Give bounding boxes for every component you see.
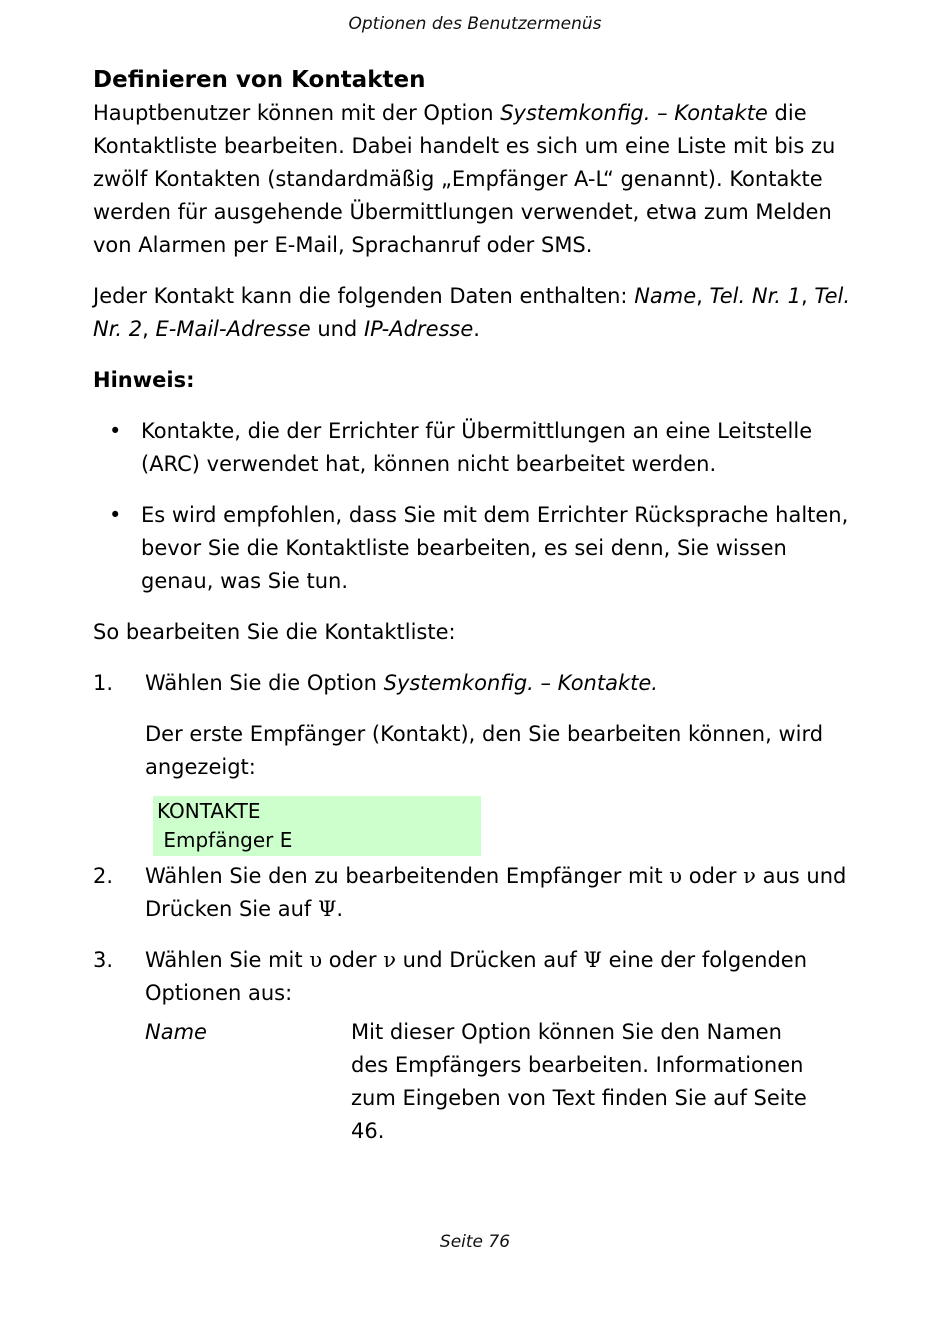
section-title: Definieren von Kontakten — [93, 67, 426, 93]
enter-key-icon: Ψ — [317, 897, 337, 921]
note-label: Hinweis: — [93, 368, 195, 392]
lcd-display — [153, 796, 481, 856]
step-text: oder — [682, 864, 744, 888]
intro-menu-path: Systemkonfig. – Kontakte — [500, 101, 768, 125]
step-1 — [93, 667, 863, 700]
bullet-icon: • — [109, 503, 122, 527]
fields-sep: , — [800, 284, 815, 308]
list-item-text: Es wird empfohlen, dass Sie mit dem Errichter Rücksprache halten, bevor Sie die Kontaktliste bearbeiten, es sei denn, Sie wissen genau, was Sie tun. — [141, 503, 849, 593]
fields-sep: , — [696, 284, 710, 308]
down-arrow-key-icon: ν — [743, 864, 756, 888]
note-list — [93, 415, 863, 598]
step-2 — [93, 860, 863, 926]
step-text: Wählen Sie die Option — [145, 671, 384, 695]
up-arrow-key-icon: υ — [669, 864, 683, 888]
page-content — [93, 64, 863, 1148]
step-number: 2. — [93, 864, 114, 888]
step-menu-path: Systemkonfig. – Kontakte. — [383, 671, 658, 695]
field-ip: IP-Adresse — [363, 317, 474, 341]
lcd-line-1: KONTAKTE — [157, 799, 261, 823]
fields-und: und — [310, 317, 364, 341]
step-text: aus und Drücken Sie auf — [145, 864, 847, 921]
intro-text-b: die Kontaktliste bearbeiten. Dabei handelt es sich um eine Liste mit bis zu zwölf Kontakten (standardmäßig „Empfänger A-L“ genannt). Kontakte werden für ausgehende Übermittlungen verwendet, etwa zum Melden von Alarmen per E-Mail, Sprachanruf oder SMS. — [93, 101, 836, 257]
lcd-line-2: Empfänger E — [157, 828, 293, 852]
step-3 — [93, 944, 863, 1010]
steps-intro: So bearbeiten Sie die Kontaktliste: — [93, 620, 456, 644]
bullet-icon: • — [109, 419, 122, 443]
step-text: Wählen Sie mit — [145, 948, 310, 972]
enter-key-icon: Ψ — [583, 948, 602, 972]
field-email: E-Mail-Adresse — [155, 317, 311, 341]
up-arrow-key-icon: υ — [309, 948, 323, 972]
step-text: und Drücken auf — [395, 948, 584, 972]
option-row — [93, 1016, 863, 1148]
step-text: . — [336, 897, 344, 921]
field-tel2: Tel. Nr. 2 — [93, 284, 851, 341]
step-text: eine der folgenden Optionen aus: — [145, 948, 808, 1005]
step-1-subtext: Der erste Empfänger (Kontakt), den Sie bearbeiten können, wird angezeigt: — [145, 722, 824, 779]
field-name: Name — [634, 284, 697, 308]
field-tel1: Tel. Nr. 1 — [709, 284, 801, 308]
step-number: 3. — [93, 948, 114, 972]
down-arrow-key-icon: ν — [383, 948, 396, 972]
option-description: Mit dieser Option können Sie den Namen des Empfängers bearbeiten. Informationen zum Eingeben von Text finden Sie auf Seite 46. — [351, 1020, 807, 1143]
page-number: Seite 76 — [439, 1232, 511, 1252]
option-name: Name — [145, 1020, 207, 1044]
running-header: Optionen des Benutzermenüs — [348, 14, 602, 34]
intro-paragraph — [93, 97, 863, 262]
fields-text: Jeder Kontakt kann die folgenden Daten enthalten: — [93, 284, 635, 308]
intro-text-a: Hauptbenutzer können mit der Option — [93, 101, 501, 125]
list-item — [93, 499, 863, 598]
step-number: 1. — [93, 671, 114, 695]
step-text: Wählen Sie den zu bearbeitenden Empfänger mit — [145, 864, 670, 888]
list-item-text: Kontakte, die der Errichter für Übermittlungen an eine Leitstelle (ARC) verwendet hat, können nicht bearbeitet werden. — [141, 419, 813, 476]
fields-sep: , — [142, 317, 156, 341]
list-item — [93, 415, 863, 481]
step-text: oder — [322, 948, 384, 972]
fields-end: . — [473, 317, 480, 341]
fields-paragraph — [93, 280, 863, 346]
